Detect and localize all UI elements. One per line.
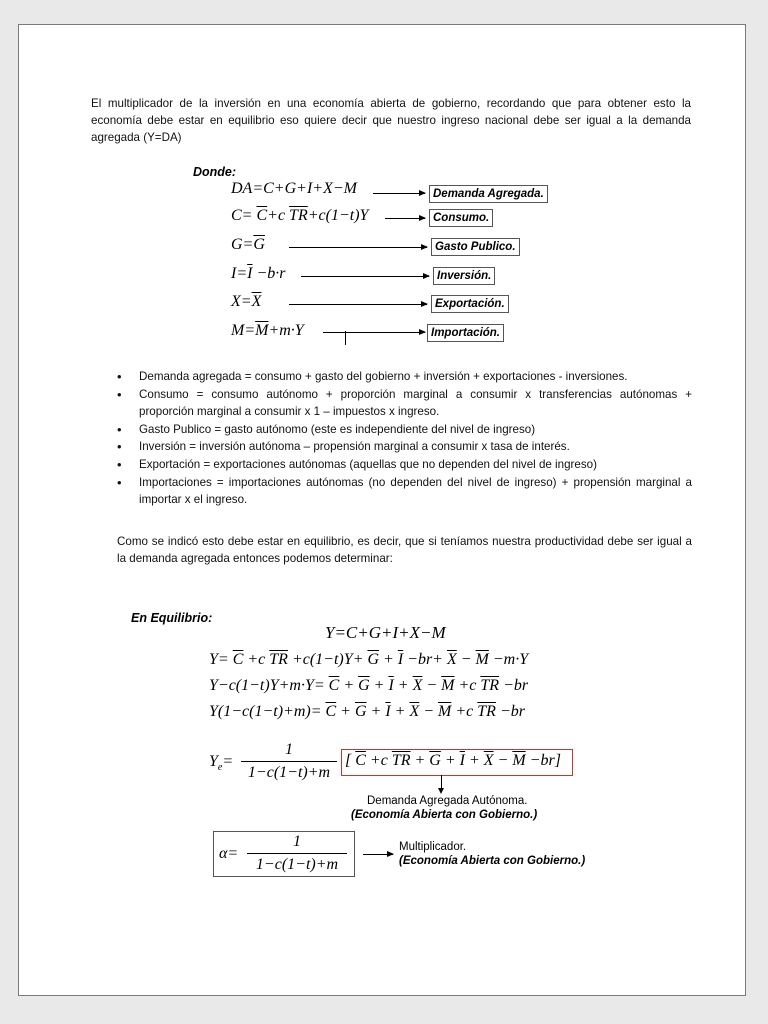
list-item: • Inversión = inversión autónoma – propensión marginal a consumir x tasa de interés.	[117, 438, 692, 456]
eq-alpha-symbol: α=	[219, 845, 239, 862]
eq-ye-symbol: $Y_e=$	[209, 753, 234, 774]
down-arrow-line	[441, 775, 442, 789]
list-item: • Importaciones = importaciones autónomas (no dependen del nivel de ingreso) + propensión marginal a importar x el ingreso.	[117, 474, 692, 509]
label-demanda-agregada: Demanda Agregada.	[429, 185, 548, 203]
eq-autonomous-demand: [ $\overline{C} +c$ $\overline{TR} + \overline{G} + \overline{I} + \overline{X} - \overline{M} -br$]	[345, 752, 561, 769]
label-consumo: Consumo.	[429, 209, 493, 227]
eq-y-expanded: $Y= \overline{C} +c$ $\overline{TR} +c(1-t)Y+ \overline{G} + \overline{I} -br+ \overline{X} - \overline{M} -m\cdot Y$	[209, 651, 529, 668]
donde-heading: Donde:	[193, 165, 237, 179]
note-demanda-autonoma: Demanda Agregada Autónoma.	[367, 795, 528, 807]
equilibrio-heading: En Equilibrio:	[131, 611, 213, 625]
multiplier-label: Multiplicador.	[399, 841, 467, 853]
eq-y-grouped: $Y-c(1-t)Y+m\cdot Y= \overline{C} + \overline{G} + \overline{I} + \overline{X} - \overline{M} +c$ $\overline{TR} -br$	[209, 677, 529, 694]
definitions-list	[117, 368, 692, 509]
eq-y-factored: $Y(1-c(1-t)+m)= \overline{C} + \overline{G} + \overline{I} + \overline{X} - \overline{M} +c$ $\overline{TR} -br$	[209, 703, 525, 720]
document-page	[18, 24, 746, 996]
label-inversion: Inversión.	[433, 267, 495, 285]
label-exportacion: Exportación.	[431, 295, 509, 313]
label-importacion: Importación.	[427, 324, 504, 342]
note-economia-abierta: (Economía Abierta con Gobierno.)	[351, 809, 538, 821]
arrow-gasto	[289, 247, 427, 248]
arrow-da	[373, 193, 425, 194]
fraction-alpha: 1 1−c(1−t)+m	[247, 833, 347, 874]
eq-y-main: Y=C+G+I+X−M	[325, 623, 446, 642]
arrow-exportacion	[289, 304, 427, 305]
arrow-inversion	[301, 276, 429, 277]
arrow-multiplier	[363, 854, 393, 855]
eq-exportacion: $X=\overline{X}$	[231, 293, 262, 310]
list-item: • Gasto Publico = gasto autónomo (este es independiente del nivel de ingreso)	[117, 421, 692, 439]
list-item: • Consumo = consumo autónomo + proporción marginal a consumir x transferencias autónomas + proporción marginal a consumir x 1 – impuestos x ingreso.	[117, 386, 692, 421]
eq-da: DA=C+G+I+X−M	[231, 180, 357, 197]
list-item: • Exportación = exportaciones autónomas (aquellas que no dependen del nivel de ingreso)	[117, 456, 692, 474]
down-arrow-head	[438, 788, 444, 794]
multiplier-sub-label: (Economía Abierta con Gobierno.)	[399, 855, 586, 867]
arrow-importacion	[323, 332, 425, 333]
stray-mark	[345, 331, 346, 345]
eq-inversion: $I=\overline{I} -b\cdot r$	[231, 265, 286, 282]
eq-importacion: $M=\overline{M}+m\cdot Y$	[231, 322, 304, 339]
fraction-ye: 1 1−c(1−t)+m	[241, 741, 337, 782]
label-gasto-publico: Gasto Publico.	[431, 238, 520, 256]
intro-paragraph: El multiplicador de la inversión en una economía abierta de gobierno, recordando que para obtener esto la economía debe estar en equilibrio eso quiere decir que nuestro ingreso nacional debe ser igual a la demanda agregada (Y=DA)	[91, 97, 691, 144]
list-item: • Demanda agregada = consumo + gasto del gobierno + inversión + exportaciones - inversiones.	[117, 368, 692, 386]
equilibrium-paragraph: Como se indicó esto debe estar en equilibrio, es decir, que si teníamos nuestra productividad debe ser igual a la demanda agregada entonces podemos determinar:	[117, 535, 692, 565]
eq-consumo: $C= \overline{C}+c$ $\overline{TR}+c(1-t)Y$	[231, 207, 369, 224]
eq-gasto: $G=\overline{G}$	[231, 236, 265, 253]
arrow-consumo	[385, 218, 425, 219]
